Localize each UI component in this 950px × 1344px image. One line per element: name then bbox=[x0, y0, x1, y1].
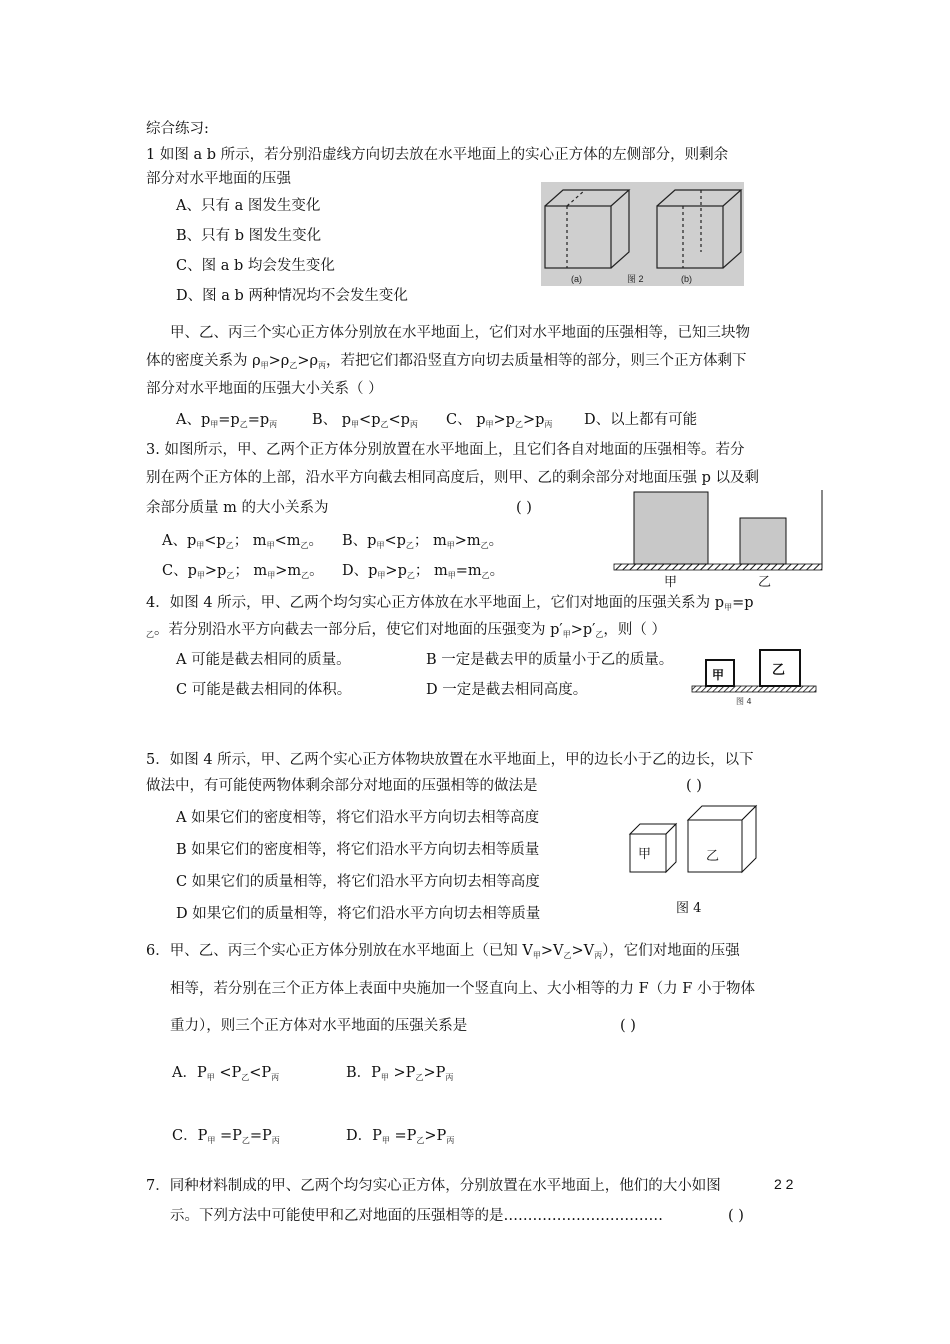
q1-fig-caption: 图 2 bbox=[627, 274, 644, 284]
q7-line1: 7．同种材料制成的甲、乙两个均匀实心正方体，分别放置在水平地面上，他们的大小如图 bbox=[146, 1178, 721, 1194]
q6-line2: 相等，若分别在三个正方体上表面中央施加一个竖直向上、大小相等的力 F（力 F 小于物体 bbox=[170, 981, 755, 997]
q3-block-yi bbox=[740, 518, 786, 564]
q3-option-a: A、$p_甲<p_乙$； $m_甲<m_乙$。 bbox=[162, 533, 323, 550]
q3-figure bbox=[612, 488, 828, 592]
q1-cubes-drawing bbox=[541, 182, 744, 286]
q2-line2: 体的密度关系为 $\rho_甲>\rho_乙>\rho_丙$，若把它们都沿竖直方向切去质量相等的部分，则三个正方体剩下 bbox=[146, 353, 747, 370]
q3-line3: 余部分质量 m 的大小关系为 bbox=[146, 500, 329, 516]
q5-caption: 图 4 bbox=[676, 901, 702, 916]
q3-line2: 别在两个正方体的上部，沿水平方向截去相同高度后，则甲、乙的剩余部分对地面压强 p 以及剩 bbox=[146, 470, 759, 486]
q5-option-b: B 如果它们的密度相等，将它们沿水平方向切去相等质量 bbox=[176, 842, 540, 858]
q5-option-c: C 如果它们的质量相等，将它们沿水平方向切去相等高度 bbox=[176, 874, 540, 890]
q1-option-b: B、只有 b 图发生变化 bbox=[176, 228, 322, 244]
q3-option-c: C、$p_甲>p_乙$； $m_甲>m_乙$。 bbox=[162, 563, 324, 580]
q1-option-a: A、只有 a 图发生变化 bbox=[176, 198, 321, 214]
q4-ground bbox=[692, 686, 816, 692]
q6-option-a: A．$P_甲 <P_乙<P_丙$ bbox=[172, 1065, 280, 1082]
q3-option-b: B、$p_甲<p_乙$； $m_甲>m_乙$。 bbox=[342, 533, 504, 550]
q3-answer-paren: ( ) bbox=[516, 500, 532, 516]
q1-fig-label-b: (b) bbox=[681, 274, 692, 284]
q2-line3: 部分对水平地面的压强大小关系（ ） bbox=[146, 381, 383, 397]
q3-label-jia: 甲 bbox=[664, 575, 678, 590]
q3-ground bbox=[614, 564, 822, 570]
q5-line2: 做法中，有可能使两物体剩余部分对地面的压强相等的做法是 bbox=[146, 778, 538, 794]
q5-option-d: D 如果它们的质量相等，将它们沿水平方向切去相等质量 bbox=[176, 906, 541, 922]
q2-option-c: C、 $p_甲>p_乙>p_丙$ bbox=[446, 412, 553, 429]
q4-blocks-drawing bbox=[690, 646, 820, 708]
q3-block-jia bbox=[634, 492, 708, 564]
q3-line1: 3. 如图所示，甲、乙两个正方体分别放置在水平地面上，且它们各自对地面的压强相等。若分 bbox=[146, 442, 745, 458]
q4-option-b: B 一定是截去甲的质量小于乙的质量。 bbox=[426, 652, 674, 668]
q7-line2: 示。下列方法中可能使甲和乙对地面的压强相等的是…………………………… bbox=[170, 1208, 663, 1224]
q6-option-b: B．$P_甲 >P_乙>P_丙$ bbox=[346, 1065, 454, 1082]
q4-figure bbox=[690, 646, 820, 708]
q6-line3: 重力），则三个正方体对水平地面的压强关系是 bbox=[170, 1018, 468, 1034]
q5-answer-paren: ( ) bbox=[686, 778, 702, 794]
q2-option-a: A、$p_甲=p_乙=p_丙$ bbox=[176, 412, 278, 429]
q6-answer-paren: ( ) bbox=[620, 1018, 636, 1034]
q5-figure bbox=[626, 800, 766, 920]
q1-stem-line1: 1 如图 a b 所示，若分别沿虚线方向切去放在水平地面上的实心正方体的左侧部分，则剩余 bbox=[146, 147, 729, 163]
q5-option-a: A 如果它们的密度相等，将它们沿水平方向切去相等高度 bbox=[176, 810, 540, 826]
q5-line1: 5．如图 4 所示，甲、乙两个实心正方体物块放置在水平地面上，甲的边长小于乙的边长，以下 bbox=[146, 752, 754, 768]
section-title: 综合练习: bbox=[146, 121, 209, 137]
q1-stem-line2: 部分对水平地面的压强 bbox=[146, 171, 291, 187]
q6-line1-suffix: ），它们对地面的压强 bbox=[602, 943, 740, 959]
q4-label-jia: 甲 bbox=[712, 668, 725, 682]
q2-option-d: D、以上都有可能 bbox=[584, 412, 698, 428]
q2-line2-suffix: ，若把它们都沿竖直方向切去质量相等的部分，则三个正方体剩下 bbox=[326, 353, 747, 369]
q4-line1: 4．如图 4 所示，甲、乙两个均匀实心正方体放在水平地面上，它们对地面的压强关系为 $p_甲=p$ bbox=[146, 595, 754, 612]
q3-blocks-drawing bbox=[612, 488, 828, 592]
q3-label-yi: 乙 bbox=[758, 575, 772, 590]
q2-line1: 甲、乙、丙三个实心正方体分别放在水平地面上，它们对水平地面的压强相等，已知三块物 bbox=[170, 325, 750, 341]
q1-option-c: C、图 a b 均会发生变化 bbox=[176, 258, 335, 274]
q4-label-yi: 乙 bbox=[772, 663, 786, 678]
q1-fig-label-a: (a) bbox=[571, 274, 582, 284]
q4-line2: $_乙$。若分别沿水平方向截去一部分后，使它们对地面的压强变为 $p'_甲>p'_乙$，则（ ） bbox=[146, 622, 667, 639]
q7-overlay-mark: 2 2 bbox=[774, 1176, 794, 1192]
q5-label-yi: 乙 bbox=[706, 849, 720, 864]
q1-figure bbox=[541, 182, 744, 286]
q5-label-jia: 甲 bbox=[638, 847, 652, 862]
q4-option-a: A 可能是截去相同的质量。 bbox=[176, 652, 351, 668]
q4-option-c: C 可能是截去相同的体积。 bbox=[176, 682, 352, 698]
q6-line1: 6．甲、乙、丙三个实心正方体分别放在水平地面上（已知 $V_甲>V_乙>V_丙$），它们对地面的压强 bbox=[146, 943, 740, 960]
q5-cubes-drawing bbox=[626, 800, 766, 920]
q3-option-d: D、$p_甲>p_乙$； $m_甲=m_乙$。 bbox=[342, 563, 505, 580]
q7-answer-paren: ( ) bbox=[728, 1208, 744, 1224]
q2-line2-prefix: 体的密度关系为 ρ bbox=[146, 353, 261, 369]
q4-caption: 图 4 bbox=[736, 697, 752, 706]
q1-option-d: D、图 a b 两种情况均不会发生变化 bbox=[176, 288, 408, 304]
q6-option-c: C．$P_甲 =P_乙=P_丙$ bbox=[172, 1128, 280, 1145]
q6-option-d: D．$P_甲 =P_乙>P_丙$ bbox=[346, 1128, 455, 1145]
q2-option-b: B、 $p_甲<p_乙<p_丙$ bbox=[312, 412, 418, 429]
q6-line1-prefix: 6．甲、乙、丙三个实心正方体分别放在水平地面上（已知 V bbox=[146, 943, 533, 959]
q4-option-d: D 一定是截去相同高度。 bbox=[426, 682, 588, 698]
